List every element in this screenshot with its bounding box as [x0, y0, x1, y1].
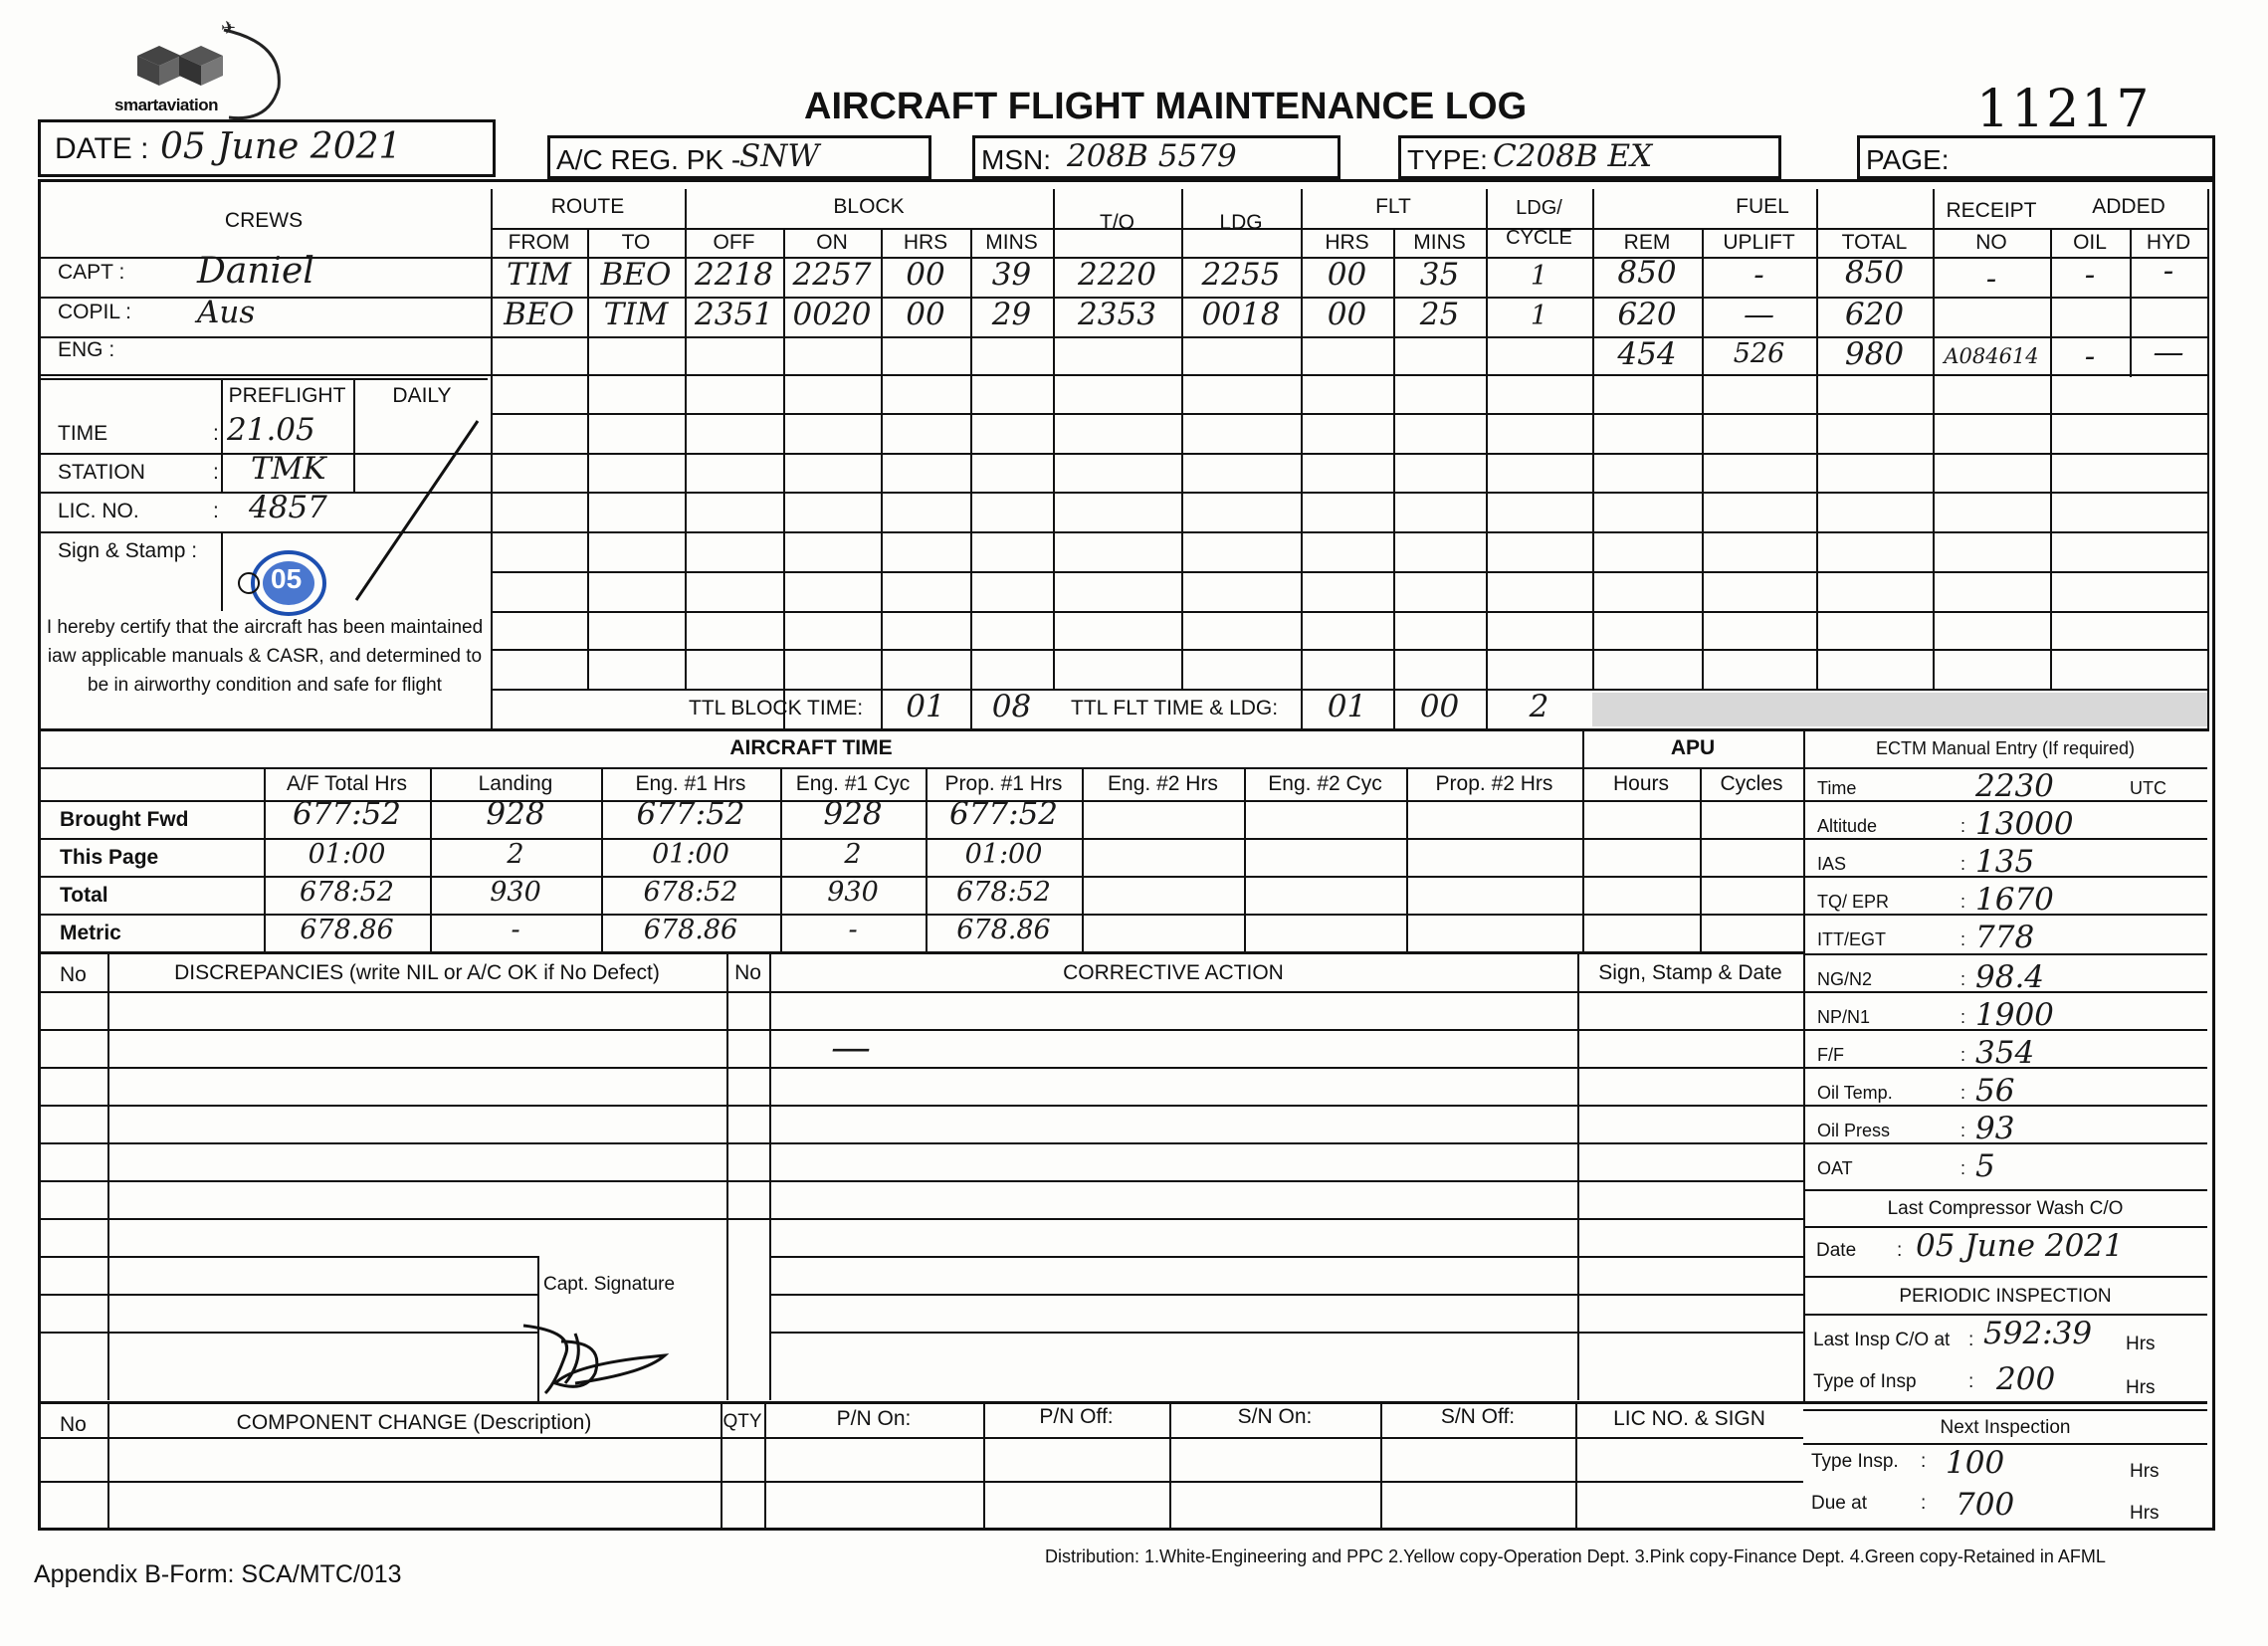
row3-receipt[interactable]: A084614 — [1944, 344, 2039, 368]
inspection-stamp — [237, 541, 332, 617]
row2-rem[interactable]: 620 — [1617, 297, 1677, 332]
lic-value[interactable]: 4857 — [249, 490, 327, 525]
row1-mins[interactable]: 39 — [991, 257, 1032, 293]
ectm-label-itt-egt: ITT/EGT — [1817, 929, 1886, 949]
reg-label: A/C REG. PK - — [556, 144, 741, 175]
row2-to[interactable]: TIM — [603, 297, 669, 332]
row3-oil[interactable]: - — [2084, 338, 2096, 374]
row-total-label: Total — [60, 884, 108, 907]
wash-date-label: Date — [1816, 1240, 1857, 1261]
capt-label: CAPT : — [58, 261, 125, 284]
preflight-time-value[interactable]: 21.05 — [227, 412, 315, 448]
col-oil: OIL — [2073, 231, 2107, 254]
col-uplift: UPLIFT — [1723, 231, 1795, 254]
added-header: ADDED — [2092, 195, 2165, 218]
row1-cycle[interactable]: 1 — [1530, 261, 1548, 292]
col-eng1-cyc: Eng. #1 Cyc — [795, 772, 911, 795]
capt-signature[interactable] — [515, 1314, 715, 1403]
total-landing[interactable]: 930 — [490, 877, 541, 908]
colon: : — [1897, 1240, 1903, 1261]
ectm-value-9[interactable]: 93 — [1975, 1111, 2015, 1146]
row2-hrs[interactable]: 00 — [906, 297, 945, 332]
eng-label: ENG : — [58, 338, 115, 361]
metric-eng1h[interactable]: 678.86 — [643, 915, 738, 945]
row2-flt-hrs[interactable]: 00 — [1327, 297, 1367, 332]
msn-box — [972, 135, 1340, 179]
station-value[interactable]: TMK — [251, 451, 326, 487]
sign-stamp-label: Sign & Stamp : — [58, 539, 198, 562]
row2-from[interactable]: BEO — [504, 297, 574, 332]
lic-sign-header: LIC NO. & SIGN — [1613, 1407, 1765, 1430]
msn-value[interactable]: 208B 5579 — [1067, 138, 1237, 174]
colon: : — [1960, 1045, 1966, 1065]
colon: : — [1960, 1083, 1966, 1103]
colon: : — [1968, 1330, 1974, 1350]
ttl-flt-hrs[interactable]: 01 — [1327, 689, 1367, 724]
colon: : — [1960, 854, 1966, 874]
col-to: TO — [621, 231, 651, 254]
col-flt-hrs: HRS — [1325, 231, 1369, 254]
ectm-label-time: Time — [1817, 778, 1857, 798]
type-insp-unit: Hrs — [2126, 1377, 2156, 1398]
row2-off[interactable]: 2351 — [695, 297, 773, 332]
lic-label: LIC. NO. — [58, 500, 139, 522]
row1-off[interactable]: 2218 — [695, 257, 773, 293]
apu-title: APU — [1670, 736, 1716, 759]
flt-header: FLT — [1375, 195, 1411, 218]
ttl-block-label: TTL BLOCK TIME: — [689, 697, 864, 720]
row1-flt-hrs[interactable]: 00 — [1327, 257, 1367, 293]
row2-flt-mins[interactable]: 25 — [1419, 297, 1460, 332]
ldg-cycle-header: LDG/ CYCLE — [1506, 197, 1572, 249]
copil-label: COPIL : — [58, 301, 131, 323]
colon: : — [1960, 892, 1966, 912]
pn-on-header: P/N On: — [836, 1407, 912, 1430]
ttl-block-mins[interactable]: 08 — [991, 689, 1032, 724]
reg-box — [547, 135, 931, 179]
ectm-value-4[interactable]: 778 — [1975, 920, 2035, 955]
row2-cycle[interactable]: 1 — [1530, 301, 1548, 331]
col-landing: Landing — [478, 772, 553, 795]
col-flt-mins: MINS — [1413, 231, 1466, 254]
col-from: FROM — [508, 231, 570, 254]
row2-total[interactable]: 620 — [1844, 297, 1905, 332]
colon: : — [1960, 969, 1966, 989]
fuel-header: FUEL — [1736, 195, 1789, 218]
colon: : — [213, 461, 219, 484]
due-label: Due at — [1811, 1493, 1867, 1514]
stamp-number: 05 — [271, 563, 303, 594]
ectm-label-oat: OAT — [1817, 1158, 1853, 1178]
ectm-label-oil-temp: Oil Temp. — [1817, 1083, 1893, 1103]
this-page-landing[interactable]: 2 — [507, 839, 524, 870]
daily-slash — [348, 416, 488, 605]
this-page-eng1h[interactable]: 01:00 — [652, 839, 729, 870]
ectm-value-3[interactable]: 1670 — [1975, 882, 2054, 918]
ttl-flt-label: TTL FLT TIME & LDG: — [1071, 697, 1279, 720]
type-box — [1398, 135, 1781, 179]
col-eng2-hrs: Eng. #2 Hrs — [1108, 772, 1218, 795]
row1-total[interactable]: 850 — [1844, 255, 1905, 291]
row2-on[interactable]: 0020 — [792, 297, 872, 332]
row3-uplift[interactable]: 526 — [1733, 338, 1785, 369]
ectm-label-np-n1: NP/N1 — [1817, 1007, 1871, 1027]
metric-prop1[interactable]: 678.86 — [956, 915, 1051, 945]
row2-mins[interactable]: 29 — [991, 297, 1032, 332]
discrepancies-header: DISCREPANCIES (write NIL or A/C OK if No Defect) — [174, 961, 660, 984]
row1-takeoff[interactable]: 2220 — [1078, 257, 1156, 293]
row2-uplift[interactable]: — — [1744, 297, 1774, 332]
col-prop1-hrs: Prop. #1 Hrs — [944, 772, 1063, 795]
brought-fwd-eng1h[interactable]: 677:52 — [636, 796, 745, 832]
ttl-flt-mins[interactable]: 00 — [1419, 689, 1460, 724]
ectm-value-5[interactable]: 98.4 — [1975, 959, 2045, 995]
brought-fwd-landing[interactable]: 928 — [486, 796, 545, 832]
page-label: PAGE: — [1866, 144, 1950, 175]
row1-oil[interactable]: - — [2084, 257, 2096, 293]
ectm-value-1[interactable]: 13000 — [1975, 806, 2074, 842]
brought-fwd-prop1[interactable]: 677:52 — [948, 796, 1059, 832]
due-unit: Hrs — [2130, 1503, 2160, 1524]
pn-off-header: P/N Off: — [1039, 1405, 1114, 1428]
row2-takeoff[interactable]: 2353 — [1078, 297, 1156, 332]
row1-from[interactable]: TIM — [507, 257, 571, 293]
certify-text: I hereby certify that the aircraft has been maintained iaw applicable manuals & CASR, and determined to be in airworthy condition and safe for flight — [46, 617, 484, 696]
ectm-value-2[interactable]: 135 — [1975, 844, 2035, 880]
col-hrs: HRS — [903, 231, 948, 254]
row1-rem[interactable]: 850 — [1617, 255, 1677, 291]
col-rem: REM — [1623, 231, 1671, 254]
station-label: STATION — [58, 461, 145, 484]
date-value[interactable]: 05 June 2021 — [160, 126, 402, 167]
colon: : — [213, 500, 219, 522]
route-header: ROUTE — [550, 195, 625, 218]
last-insp-label: Last Insp C/O at — [1813, 1330, 1951, 1350]
col-mins: MINS — [985, 231, 1038, 254]
ectm-value-7[interactable]: 354 — [1975, 1035, 2035, 1071]
corrective-dash[interactable]: — — [831, 1025, 871, 1071]
brand-name: smartaviation — [114, 96, 219, 114]
row1-hrs[interactable]: 00 — [906, 257, 945, 293]
block-header: BLOCK — [833, 195, 905, 218]
row1-on[interactable]: 2257 — [792, 257, 872, 293]
preflight-time-label: TIME — [58, 422, 108, 445]
discrepancy-no-header: No — [60, 963, 87, 986]
col-eng1-hrs: Eng. #1 Hrs — [635, 772, 746, 795]
receipt-header: RECEIPT NO — [1946, 199, 2037, 254]
distribution-note: Distribution: 1.White-Engineering and PPC 2.Yellow copy-Operation Dept. 3.Pink copy-Finance Dept. 4.Green copy-Retained in AFML — [1045, 1546, 2106, 1566]
msn-label: MSN: — [981, 144, 1051, 175]
total-eng1c[interactable]: 930 — [827, 877, 879, 908]
col-ldg: LDG — [1219, 211, 1263, 234]
ectm-label-ng-n2: NG/N2 — [1817, 969, 1873, 989]
next-type-label: Type Insp. — [1811, 1451, 1899, 1472]
wash-title: Last Compressor Wash C/O — [1887, 1198, 2124, 1219]
page-box — [1857, 135, 2215, 179]
ectm-label-ias: IAS — [1817, 854, 1847, 874]
col-total: TOTAL — [1841, 231, 1908, 254]
capt-name[interactable]: Daniel — [197, 251, 314, 292]
component-change-header: COMPONENT CHANGE (Description) — [236, 1411, 592, 1434]
daily-header: DAILY — [392, 384, 452, 407]
row-brought-fwd-label: Brought Fwd — [60, 808, 189, 831]
appendix-label: Appendix B-Form: SCA/MTC/013 — [34, 1560, 402, 1588]
row-this-page-label: This Page — [60, 846, 159, 869]
reg-value[interactable]: SNW — [739, 138, 820, 174]
total-eng1h[interactable]: 678:52 — [643, 877, 738, 908]
colon: : — [213, 422, 219, 445]
row1-hyd[interactable]: - — [2163, 253, 2174, 289]
type-value[interactable]: C208B EX — [1493, 138, 1653, 174]
sn-on-header: S/N On: — [1237, 1405, 1313, 1428]
ectm-title: ECTM Manual Entry (If required) — [1875, 738, 2136, 758]
ttl-block-hrs[interactable]: 01 — [906, 689, 945, 724]
col-apu-hours: Hours — [1612, 772, 1670, 795]
colon: : — [1960, 929, 1966, 949]
row3-rem[interactable]: 454 — [1617, 336, 1677, 372]
ectm-label-altitude: Altitude — [1817, 816, 1878, 836]
component-no-header: No — [60, 1413, 87, 1436]
colon: : — [1921, 1451, 1927, 1472]
type-insp-label: Type of Insp — [1813, 1371, 1917, 1392]
copil-name[interactable]: Aus — [197, 295, 256, 330]
ttl-ldg[interactable]: 2 — [1529, 689, 1549, 724]
capt-signature-label: Capt. Signature — [543, 1274, 676, 1295]
row3-hyd[interactable]: — — [2153, 334, 2184, 370]
crews-header: CREWS — [224, 209, 304, 232]
colon: : — [1960, 1158, 1966, 1178]
svg-text:✈: ✈ — [221, 18, 237, 38]
preflight-header: PREFLIGHT — [228, 384, 346, 407]
total-prop1[interactable]: 678:52 — [956, 877, 1051, 908]
row2-ldg[interactable]: 0018 — [1201, 297, 1281, 332]
brought-fwd-af[interactable]: 677:52 — [292, 796, 402, 832]
row1-to[interactable]: BEO — [600, 257, 672, 293]
corrective-action-header: CORRECTIVE ACTION — [1063, 961, 1284, 984]
brought-fwd-eng1c[interactable]: 928 — [823, 796, 883, 832]
row1-uplift[interactable]: - — [1753, 257, 1764, 293]
row1-ldg[interactable]: 2255 — [1201, 257, 1281, 293]
this-page-af[interactable]: 01:00 — [308, 839, 386, 870]
colon: : — [1960, 1007, 1966, 1027]
sign-stamp-date-header: Sign, Stamp & Date — [1598, 961, 1782, 984]
due-value[interactable]: 700 — [1956, 1487, 2015, 1523]
col-apu-cycles: Cycles — [1720, 772, 1783, 795]
ectm-label-f-f: F/F — [1817, 1045, 1844, 1065]
total-af[interactable]: 678:52 — [300, 877, 394, 908]
row-metric-label: Metric — [60, 922, 121, 944]
date-label: DATE : — [55, 132, 149, 165]
colon: : — [1960, 816, 1966, 836]
colon: : — [1960, 1121, 1966, 1140]
company-logo — [109, 18, 299, 127]
this-page-prop1[interactable]: 01:00 — [964, 839, 1043, 870]
ectm-value-6[interactable]: 1900 — [1975, 997, 2054, 1033]
row1-receipt[interactable]: - — [1985, 261, 1997, 297]
col-takeoff: T/O — [1100, 211, 1134, 234]
col-eng2-cyc: Eng. #2 Cyc — [1268, 772, 1382, 795]
metric-af[interactable]: 678.86 — [300, 915, 394, 945]
aircraft-time-title: AIRCRAFT TIME — [729, 736, 893, 759]
corrective-no-header: No — [734, 961, 761, 984]
col-hyd: HYD — [2146, 231, 2191, 254]
wash-date-value[interactable]: 05 June 2021 — [1916, 1228, 2124, 1264]
last-insp-unit: Hrs — [2126, 1334, 2156, 1354]
sn-off-header: S/N Off: — [1440, 1405, 1516, 1428]
col-on: ON — [816, 231, 848, 254]
row1-flt-mins[interactable]: 35 — [1419, 257, 1460, 293]
date-box — [38, 119, 496, 177]
ectm-value-8[interactable]: 56 — [1975, 1073, 2015, 1109]
next-insp-title: Next Inspection — [1940, 1417, 2071, 1438]
row3-total[interactable]: 980 — [1844, 336, 1905, 372]
col-af-total: A/F Total Hrs — [287, 772, 407, 795]
colon: : — [1921, 1493, 1927, 1514]
col-prop2-hrs: Prop. #2 Hrs — [1435, 772, 1553, 795]
form-title: AIRCRAFT FLIGHT MAINTENANCE LOG — [804, 86, 1528, 127]
qty-header: QTY — [722, 1411, 762, 1432]
col-off: OFF — [713, 231, 755, 254]
ectm-value-0[interactable]: 2230 — [1975, 768, 2054, 804]
ectm-label-tq-epr: TQ/ EPR — [1817, 892, 1890, 912]
metric-eng1c[interactable]: - — [848, 915, 858, 945]
colon: : — [1968, 1371, 1974, 1392]
periodic-title: PERIODIC INSPECTION — [1899, 1286, 2112, 1307]
ectm-unit-utc: UTC — [2130, 778, 2166, 798]
next-type-unit: Hrs — [2130, 1461, 2160, 1482]
type-insp-value[interactable]: 200 — [1996, 1361, 2056, 1397]
this-page-eng1c[interactable]: 2 — [844, 839, 862, 870]
metric-landing[interactable]: - — [511, 915, 520, 945]
next-type-value[interactable]: 100 — [1946, 1445, 2005, 1481]
ectm-value-10[interactable]: 5 — [1975, 1148, 1995, 1184]
last-insp-value[interactable]: 592:39 — [1983, 1316, 2093, 1351]
log-number: 11217 — [1976, 80, 2152, 139]
ectm-label-oil-press: Oil Press — [1817, 1121, 1891, 1140]
type-label: TYPE: — [1407, 144, 1488, 175]
